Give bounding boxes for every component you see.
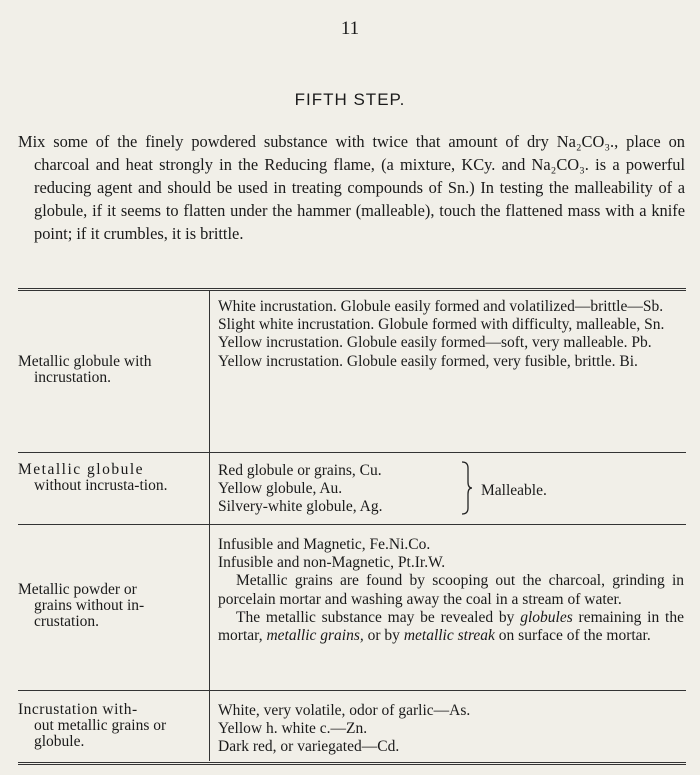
intro-paragraph: Mix some of the finely powdered substance with twice that amount of dry Na₂CO₃., place on charcoal and heat strongly in the Reducing flame, (a mixture, KCy. and Na₂CO₃. is a powerful reducing agent and should be used in treating compounds of Sn.) In testing the malleability of a globule, if it seems to flatten under the hammer (malleable), touch the flattened mass with a knife point; if it crumbles, it is brittle. — [18, 132, 685, 243]
row-label-line: Metallic powder or — [18, 581, 137, 598]
table-top-rule — [18, 288, 686, 291]
entry: White, very volatile, odor of garlic—As. — [218, 702, 471, 719]
row-label — [18, 582, 204, 630]
entry: Red globule or grains, Cu. — [218, 462, 382, 479]
row-label — [18, 354, 204, 386]
entry: Slight white incrustation. Globule formed with difficulty, malleable, Sn. — [218, 316, 665, 334]
row-divider — [18, 452, 686, 453]
row-label-line: without incrusta-tion. — [34, 477, 168, 494]
column-divider — [209, 291, 210, 761]
entry: Yellow incrustation. Globule easily formed, very fusible, brittle. Bi. — [218, 352, 638, 370]
row-label-line: Metallic globule — [18, 461, 145, 478]
entry: Dark red, or variegated—Cd. — [218, 738, 400, 756]
row-label-line: Incrustation with- — [18, 701, 138, 718]
row-description — [218, 702, 684, 757]
entry: White incrustation. Globule easily formed and volatilized—brittle—Sb. — [218, 298, 664, 315]
row-description — [218, 536, 684, 645]
row-label-line: incrustation. — [34, 369, 112, 386]
entry: Infusible and non-Magnetic, Pt.Ir.W. — [218, 554, 446, 572]
entry: Yellow h. white c.—Zn. — [218, 720, 368, 738]
group-note: Malleable. — [481, 482, 547, 499]
step-title: FIFTH STEP. — [294, 90, 406, 109]
row-label — [18, 702, 204, 750]
row-label-line: out metallic grains or globule. — [34, 717, 167, 750]
table-bottom-rule — [18, 762, 686, 765]
page-number: 11 — [340, 18, 360, 39]
row-divider — [18, 690, 686, 691]
row-description — [218, 462, 468, 517]
row-label — [18, 462, 204, 494]
entry: Yellow globule, Au. — [218, 480, 343, 498]
note-paragraph: The metallic substance may be revealed by globules remaining in the mortar, metallic grains, or by metallic streak on surface of the mortar. — [218, 608, 684, 645]
row-description — [218, 298, 684, 371]
entry: Infusible and Magnetic, Fe.Ni.Co. — [218, 536, 431, 553]
note-paragraph: Metallic grains are found by scooping out the charcoal, grinding in porcelain mortar and washing away the coal in a stream of water. — [218, 572, 684, 608]
entry: Yellow incrustation. Globule easily formed—soft, very malleable. Pb. — [218, 334, 652, 352]
row-divider — [18, 524, 686, 525]
row-label-line: grains without in-crustation. — [34, 597, 145, 630]
entry: Silvery-white globule, Ag. — [218, 498, 383, 516]
curly-brace-icon — [460, 460, 472, 516]
row-label-line: Metallic globule with — [18, 353, 152, 370]
